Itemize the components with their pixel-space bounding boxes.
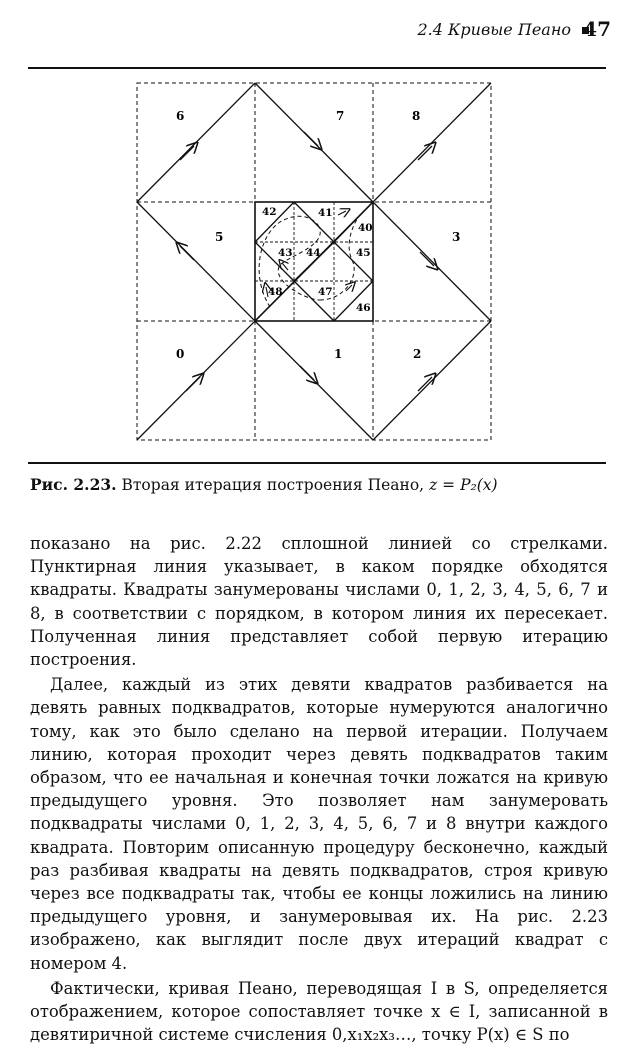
peano-figure [120,75,500,450]
square-label-7: 7 [336,109,345,123]
section-title: 2.4 Кривые Пеано [417,20,571,39]
curve-arrows [180,132,434,391]
subsquare-label-43: 43 [278,247,293,259]
square-label-3: 3 [452,230,461,244]
square-label-5: 5 [215,230,224,244]
square-label-8: 8 [412,109,421,123]
subsquare-label-44: 44 [306,247,321,259]
page-number: 47 [583,17,611,41]
figure-caption [30,475,610,494]
top-rule [28,67,606,69]
caption-text: Вторая итерация построения Пеано, [121,476,425,494]
paragraph-3: Фактически, кривая Пеано, переводящая I в S, определяется отображением, которое сопоставляет точке x ∈ I, записанной в девятиричной системе счисления 0,x₁x₂x₃…, точку P(x) ∈ S по [30,978,608,1045]
square-label-2: 2 [413,347,422,361]
paragraph-1: показано на рис. 2.22 сплошной линией со стрелками. Пунктирная линия указывает, в каком порядке обходятся квадраты. Квадраты занумерованы числами 0, 1, 2, 3, 4, 5, 6, 7 и 8, в соответствии с порядком, в котором линия их пересекает. Полученная линия представляет собой первую итерацию построения. [30,534,608,670]
subsquare-label-46: 46 [356,302,371,314]
paragraph-2: Далее, каждый из этих девяти квадратов разбивается на девять равных подквадратов, которые нумеруются аналогично тому, как это было сделано на первой итерации. Получаем линию, которая проходит через девять подквадратов таким образом, что ее начальная и конечная точки ложатся на кривую предыдущего уровня. Это позволяет нам занумеровать подквадраты числами 0, 1, 2, 3, 4, 5, 6, 7 и 8 внутри каждого квадрата. Повторим описанную процедуру бесконечно, каждый раз разбивая квадраты на девять подквадратов, строя кривую через все подквадраты так, чтобы ее концы ложились на линию предыдущего уровня, и занумеровывая их. На рис. 2.23 изображено, как выглядит после двух итераций квадрат с номером 4. [30,675,608,973]
subsquare-label-41: 41 [318,207,333,219]
running-header [0,18,641,48]
body-text [30,532,608,1046]
subsquare-label-45: 45 [356,247,371,259]
subsquare-label-47: 47 [318,286,333,298]
caption-label: Рис. 2.23. [30,475,117,494]
square-label-6: 6 [176,109,185,123]
subsquare-label-48: 48 [268,286,283,298]
square-label-1: 1 [334,347,343,361]
square-label-0: 0 [176,347,185,361]
bottom-rule [28,462,606,464]
subsquare-label-40: 40 [358,222,373,234]
caption-formula: z = P₂(x) [429,476,498,494]
subsquare-label-42: 42 [262,206,277,218]
